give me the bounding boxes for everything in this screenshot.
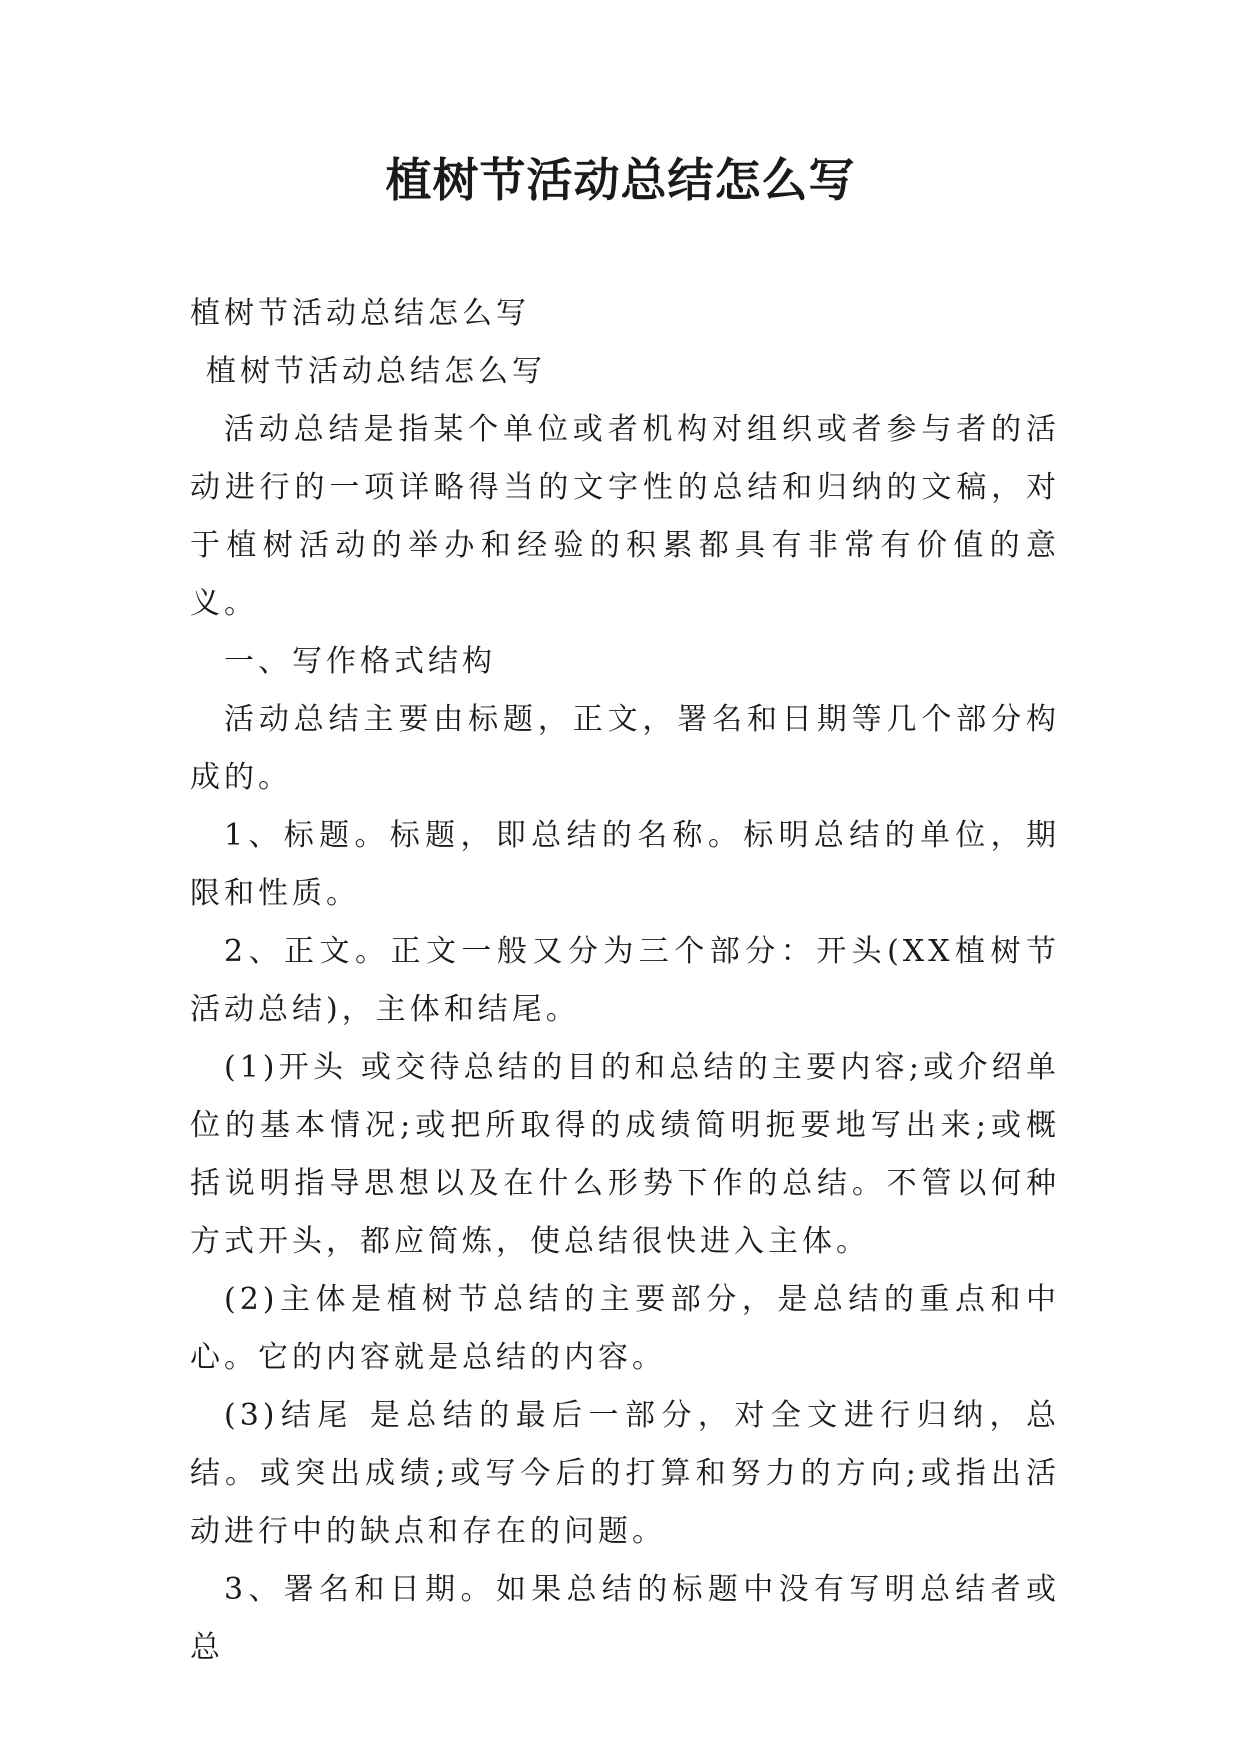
paragraph-main-body: (2)主体是植树节总结的主要部分，是总结的重点和中心。它的内容就是总结的内容。	[190, 1282, 1060, 1375]
paragraph-ending: (3)结尾 是总结的最后一部分，对全文进行归纳，总结。或突出成绩;或写今后的打算和努力的方向;或指出活动进行中的缺点和存在的问题。	[190, 1398, 1060, 1549]
paragraph-signature-date: 3、署名和日期。如果总结的标题中没有写明总结者或总	[190, 1572, 1060, 1665]
document-title: 植树节活动总结怎么写	[385, 153, 856, 207]
document-body	[190, 285, 1060, 1677]
section-heading-format: 一、写作格式结构	[224, 644, 496, 679]
body-subheading: 植树节活动总结怎么写	[206, 354, 546, 389]
paragraph-opening: (1)开头 或交待总结的目的和总结的主要内容;或介绍单位的基本情况;或把所取得的成绩简明扼要地写出来;或概括说明指导思想以及在什么形势下作的总结。不管以何种方式开头，都应简炼，使总结很快进入主体。	[190, 1050, 1060, 1259]
paragraph-intro: 活动总结是指某个单位或者机构对组织或者参与者的活动进行的一项详略得当的文字性的总结和归纳的文稿，对于植树活动的举办和经验的积累都具有非常有价值的意义。	[190, 412, 1060, 621]
body-heading: 植树节活动总结怎么写	[190, 296, 530, 331]
paragraph-structure: 活动总结主要由标题，正文，署名和日期等几个部分构成的。	[190, 702, 1060, 795]
paragraph-title-item: 1、标题。标题，即总结的名称。标明总结的单位，期限和性质。	[190, 818, 1060, 911]
paragraph-body-item: 2、正文。正文一般又分为三个部分：开头(XX植树节活动总结)，主体和结尾。	[190, 934, 1060, 1027]
